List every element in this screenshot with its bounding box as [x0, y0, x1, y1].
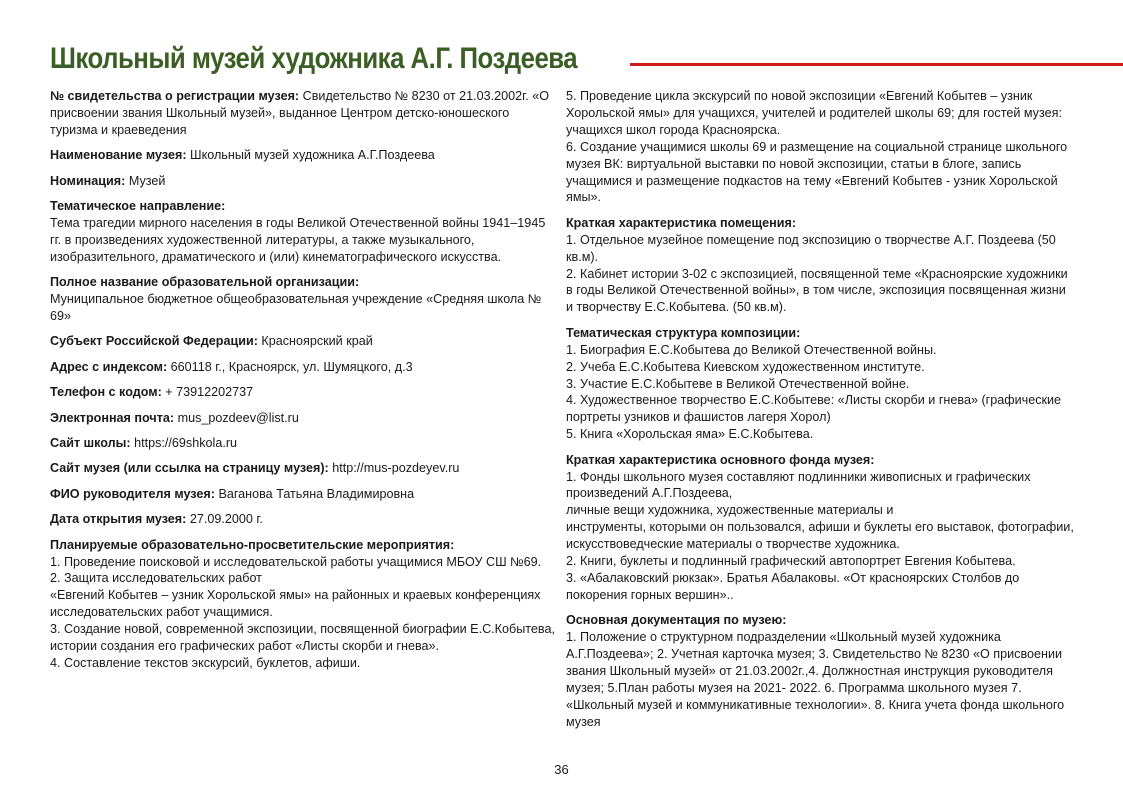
- section-documentation: [566, 612, 1076, 730]
- field-registration: [50, 88, 555, 139]
- list-item: 2. Защита исследовательских работ: [50, 571, 262, 586]
- list-item: 5. Проведение цикла экскурсий по новой экспозиции «Евгений Кобытев – узник Хорольской ямы» для учащихся, учителей и родителей школы 69; для гостей музея: учащихся школ города Красноярска.: [566, 89, 1062, 137]
- field-label: Номинация:: [50, 173, 126, 188]
- field-address: [50, 359, 555, 376]
- field-school-site: [50, 435, 555, 452]
- list-item: инструменты, которыми он пользовался, афиши и буклеты его выставок, фотографии, искусствоведческие материалы о творчестве художника.: [566, 520, 1074, 552]
- section-organization: [50, 274, 555, 325]
- field-museum-site: [50, 460, 555, 477]
- list-item: 2. Учеба Е.С.Кобытева Киевском художественном институте.: [566, 359, 925, 374]
- field-label: Дата открытия музея:: [50, 512, 187, 527]
- field-value: Красноярский край: [257, 334, 373, 349]
- field-museum-name: [50, 147, 555, 164]
- field-value: Ваганова Татьяна Владимировна: [214, 486, 415, 501]
- section-text: Муниципальное бюджетное общеобразовательная учреждение «Средняя школа № 69»: [50, 292, 542, 323]
- section-heading: Планируемые образовательно-просветительские мероприятия:: [50, 537, 455, 552]
- list-item: 5. Книга «Хорольская яма» Е.С.Кобытева.: [566, 427, 814, 442]
- field-label: Адрес с индексом:: [50, 359, 168, 374]
- title-rule: [630, 63, 1123, 66]
- section-heading: Краткая характеристика помещения:: [566, 215, 797, 230]
- field-label: № свидетельства о регистрации музея:: [50, 89, 300, 103]
- field-label: Сайт музея (или ссылка на страницу музея):: [50, 461, 329, 476]
- list-item: 3. Участие Е.С.Кобытеве в Великой Отечественной войне.: [566, 376, 910, 391]
- left-column: [50, 88, 555, 680]
- list-item: 1. Отдельное музейное помещение под экспозицию о творчестве А.Г. Поздеева (50 кв.м).: [566, 232, 1056, 264]
- field-label: ФИО руководителя музея:: [50, 486, 215, 501]
- list-item: личные вещи художника, художественные материалы и: [566, 503, 894, 518]
- list-item: 1. Проведение поисковой и исследовательской работы учащимися МБОУ СШ №69.: [50, 554, 542, 569]
- section-heading: Полное название образовательной организации:: [50, 275, 360, 290]
- field-value: + 73912202737: [161, 385, 254, 400]
- list-item: 4. Художественное творчество Е.С.Кобытеве: «Листы скорби и гнева» (графические портреты узников и фашистов лагеря Хорол): [566, 393, 1062, 425]
- field-nomination: [50, 173, 555, 190]
- field-value: Свидетельство № 8230 от 21.03.2002г. «О присвоении звания Школьный музей», выданное Центром детско-юношеского туризма и краеведения: [50, 89, 550, 137]
- section-fund: [566, 452, 1076, 604]
- field-phone: [50, 384, 555, 401]
- section-structure: [566, 325, 1076, 443]
- list-item: 1. Биография Е.С.Кобытева до Великой Отечественной войны.: [566, 342, 937, 357]
- field-value: https://69shkola.ru: [130, 436, 238, 450]
- field-email: [50, 410, 555, 427]
- section-heading: Краткая характеристика основного фонда музея:: [566, 452, 875, 467]
- list-item: 1. Фонды школьного музея составляют подлинники живописных и графических произведений А.Г.Поздеева,: [566, 469, 1031, 501]
- section-heading: Тематическое направление:: [50, 199, 226, 214]
- field-value: http://mus-pozdeyev.ru: [328, 461, 460, 476]
- section-events-continued: [566, 88, 1076, 206]
- list-item: 3. «Абалаковский рюкзак». Братья Абалаковы. «От красноярских Столбов до покорения горных вершин»..: [566, 570, 1020, 602]
- section-text: 1. Положение о структурном подразделении «Школьный музей художника А.Г.Поздеева»; 2. Учетная карточка музея; 3. Свидетельство № 8230 «О присвоении звания Школьный музей» от 21.03.2002г.,4. Должностная инструкция руководителя музея; 5.План работы музея на 2021- 2022. 6. Программа школьного музея 7. «Школьный музей и коммуникативные технологии». 8. Книга учета фонда школьного музея: [566, 630, 1065, 729]
- section-heading: Тематическая структура композиции:: [566, 325, 801, 340]
- list-item: 6. Создание учащимися школы 69 и размещение на социальной странице школьного музея ВК: виртуальной выставки по новой экспозиции, статьи в блоге, запись учащимися и размещение подкастов на тему «Евгений Кобытев - узник Хорольской ямы».: [566, 139, 1068, 205]
- list-item: 2. Книги, буклеты и подлинный графический автопортрет Евгения Кобытева.: [566, 554, 1016, 569]
- page-title: Школьный музей художника А.Г. Поздеева: [50, 42, 578, 75]
- field-label: Субъект Российской Федерации:: [50, 334, 258, 349]
- field-label: Сайт школы:: [50, 436, 131, 450]
- list-item: 3. Создание новой, современной экспозиции, посвященной биографии Е.С.Кобытева, истории создания его графических работ «Листы скорби и гнева».: [50, 622, 555, 654]
- field-label: Телефон с кодом:: [50, 385, 162, 400]
- field-value: 27.09.2000 г.: [186, 512, 263, 527]
- section-events: [50, 537, 555, 672]
- list-item: 4. Составление текстов экскурсий, буклетов, афиши.: [50, 655, 361, 670]
- field-region: [50, 333, 555, 350]
- list-item: 2. Кабинет истории 3-02 с экспозицией, посвященной теме «Красноярские художники в годы Великой Отечественной войны», в том числе, экспозиция посвященная жизни и творчеству Е.С.Кобытева. (50 кв.м).: [566, 266, 1068, 315]
- field-opening-date: [50, 511, 555, 528]
- field-label: Наименование музея:: [50, 148, 187, 163]
- field-value: 660118 г., Красноярск, ул. Шумяцкого, д.3: [167, 359, 413, 374]
- page-number: 36: [554, 762, 569, 777]
- section-thematic: [50, 198, 555, 266]
- field-value: Музей: [125, 173, 166, 188]
- field-value: mus_pozdeev@list.ru: [174, 410, 299, 425]
- section-heading: Основная документация по музею:: [566, 613, 787, 628]
- field-label: Электронная почта:: [50, 410, 175, 425]
- field-director: [50, 486, 555, 503]
- field-value: Школьный музей художника А.Г.Поздеева: [186, 148, 435, 163]
- section-text: Тема трагедии мирного населения в годы Великой Отечественной войны 1941–1945 гг. в произведениях художественной литературы, а также музыкального, изобразительного, драматического и (или) кинематографического искусства.: [50, 215, 546, 264]
- section-premises: [566, 215, 1076, 316]
- list-item: «Евгений Кобытев – узник Хорольской ямы» на районных и краевых конференциях: [50, 588, 541, 603]
- list-item: исследовательских работ учащимися.: [50, 605, 273, 620]
- right-column: [566, 88, 1076, 739]
